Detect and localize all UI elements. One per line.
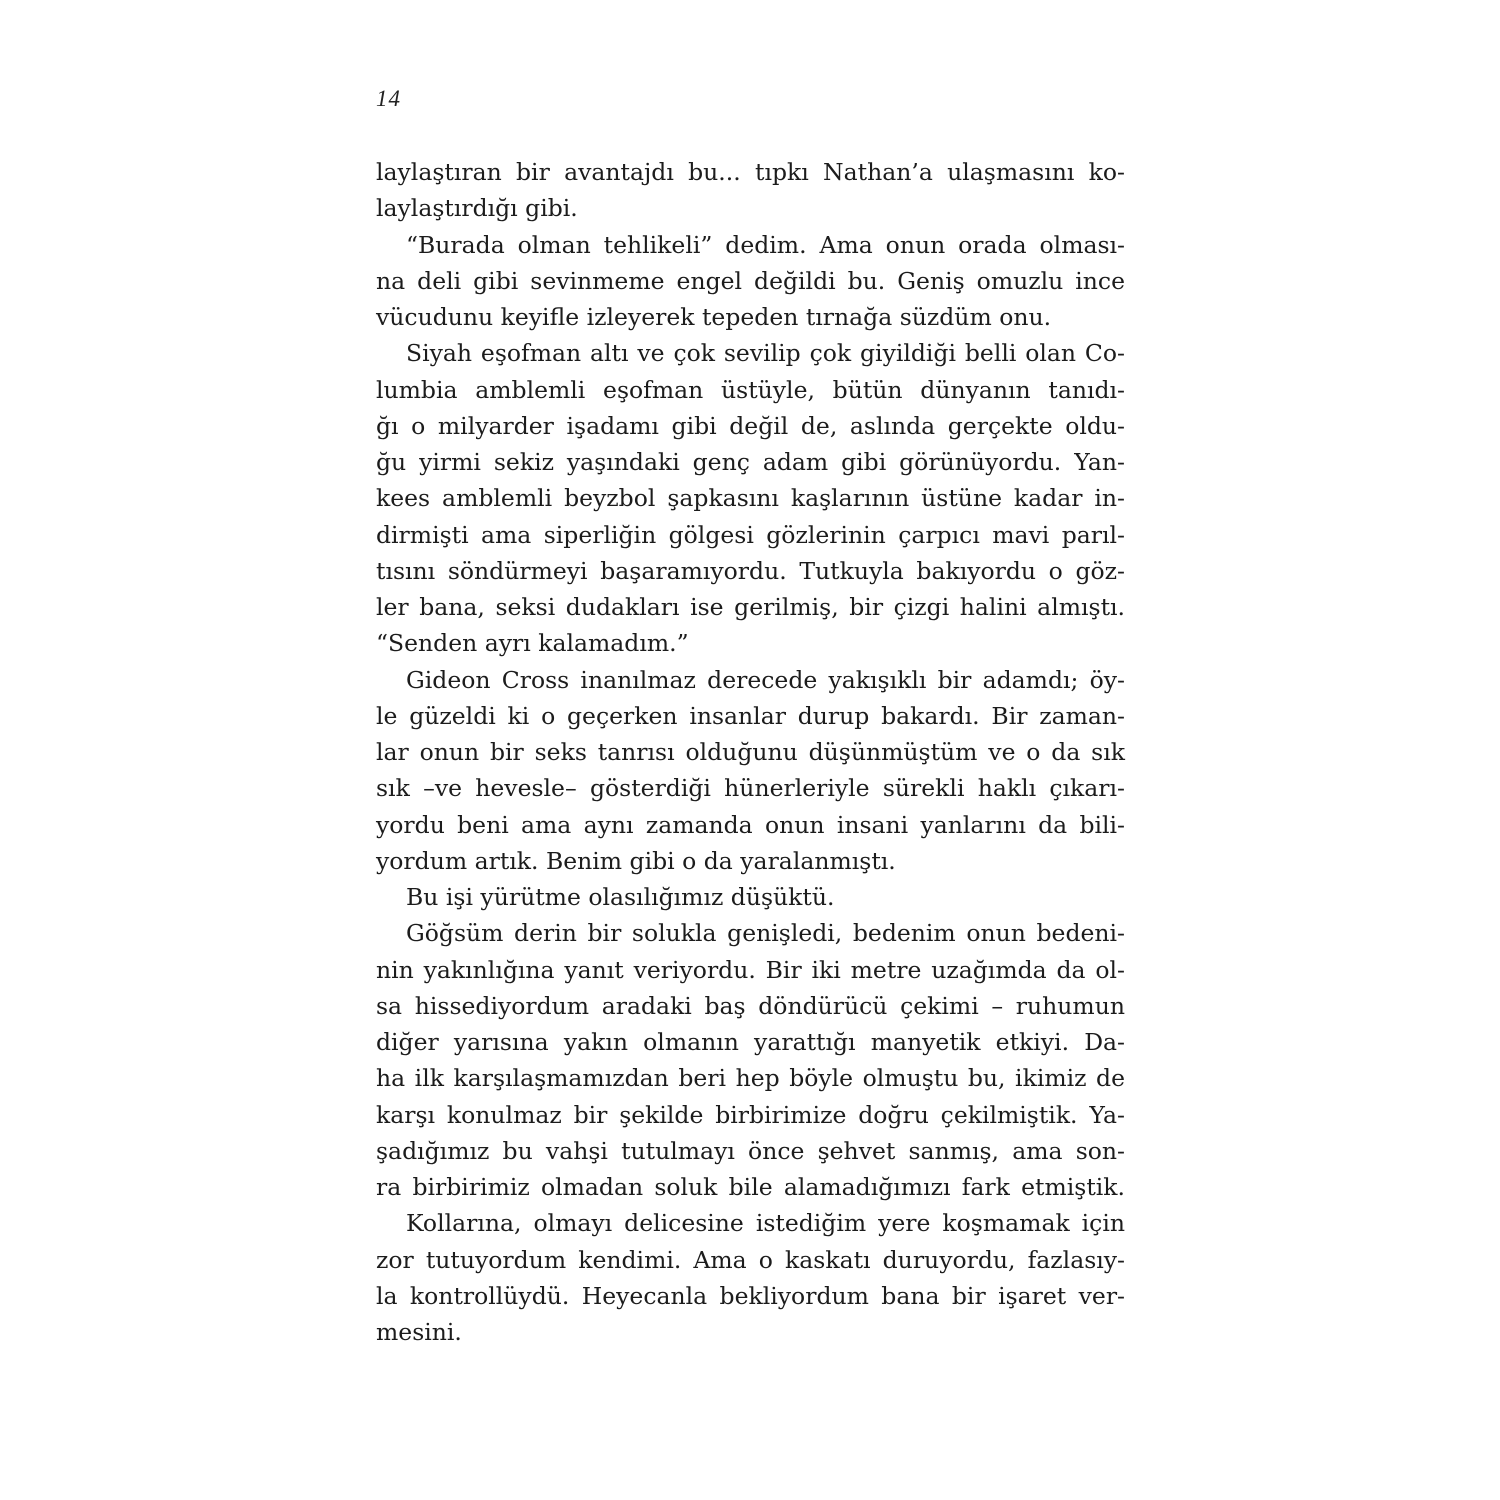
page-number: 14 — [376, 86, 401, 111]
text-line: lar onun bir seks tanrısı olduğunu düşünmüştüm ve o da sık — [376, 738, 1125, 766]
text-line: mesini. — [376, 1318, 462, 1346]
text-line: şadığımız bu vahşi tutulmayı önce şehvet sanmış, ama son- — [376, 1136, 1125, 1165]
text-line: “Senden ayrı kalamadım.” — [376, 629, 689, 658]
text-line: la kontrollüydü. Heyecanla bekliyordum bana bir işaret ver- — [376, 1281, 1125, 1310]
text-line: yordu beni ama aynı zamanda onun insani yanlarını da bili- — [376, 810, 1125, 839]
text-line: dirmişti ama siperliğin gölgesi gözlerinin çarpıcı mavi parıl- — [376, 520, 1125, 549]
text-line: sa hissediyordum aradaki baş döndürücü çekimi – ruhumun — [376, 991, 1125, 1020]
text-line: ra birbirimiz olmadan soluk bile alamadığımızı fark etmiştik. — [376, 1173, 1125, 1201]
text-line: ğu yirmi sekiz yaşındaki genç adam gibi görünüyordu. Yan- — [376, 448, 1125, 476]
text-line: vücudunu keyifle izleyerek tepeden tırnağa süzdüm onu. — [376, 303, 1052, 331]
text-line: ğı o milyarder işadamı gibi değil de, aslında gerçekte oldu- — [376, 411, 1125, 440]
text-line: lumbia amblemli eşofman üstüyle, bütün dünyanın tanıdı- — [376, 375, 1125, 404]
book-page — [376, 0, 1125, 1500]
text-line: Bu işi yürütme olasılığımız düşüktü. — [406, 883, 835, 911]
text-line: le güzeldi ki o geçerken insanlar durup bakardı. Bir zaman- — [376, 701, 1125, 730]
text-line: Kollarına, olmayı delicesine istediğim yere koşmamak için — [406, 1209, 1125, 1238]
text-line: sık –ve hevesle– gösterdiği hünerleriyle sürekli haklı çıkarı- — [376, 774, 1125, 803]
text-line: nin yakınlığına yanıt veriyordu. Bir iki metre uzağımda da ol- — [376, 955, 1125, 984]
text-line: Siyah eşofman altı ve çok sevilip çok giyildiği belli olan Co- — [406, 339, 1125, 368]
text-line: laylaştırdığı gibi. — [376, 194, 578, 223]
text-line: diğer yarısına yakın olmanın yarattığı manyetik etkiyi. Da- — [376, 1028, 1125, 1056]
text-line: yordum artık. Benim gibi o da yaralanmıştı. — [376, 846, 896, 875]
text-line: Gideon Cross inanılmaz derecede yakışıklı bir adamdı; öy- — [406, 665, 1125, 694]
body-text — [376, 154, 1125, 1350]
text-line: karşı konulmaz bir şekilde birbirimize doğru çekilmiştik. Ya- — [376, 1100, 1125, 1129]
text-line: zor tutuyordum kendimi. Ama o kaskatı duruyordu, fazlasıy- — [376, 1245, 1125, 1274]
text-line: ler bana, seksi dudakları ise gerilmiş, bir çizgi halini almıştı. — [376, 593, 1125, 621]
text-line: kees amblemli beyzbol şapkasını kaşlarının üstüne kadar in- — [376, 484, 1125, 513]
text-line: “Burada olman tehlikeli” dedim. Ama onun orada olması- — [406, 230, 1125, 259]
text-line: Göğsüm derin bir solukla genişledi, bedenim onun bedeni- — [406, 919, 1125, 948]
text-line: tısını söndürmeyi başaramıyordu. Tutkuyla bakıyordu o göz- — [376, 556, 1125, 585]
text-line: laylaştıran bir avantajdı bu... tıpkı Nathan’a ulaşmasını ko- — [376, 158, 1125, 186]
text-line: na deli gibi sevinmeme engel değildi bu. Geniş omuzlu ince — [376, 266, 1125, 295]
text-line: ha ilk karşılaşmamızdan beri hep böyle olmuştu bu, ikimiz de — [376, 1064, 1125, 1093]
